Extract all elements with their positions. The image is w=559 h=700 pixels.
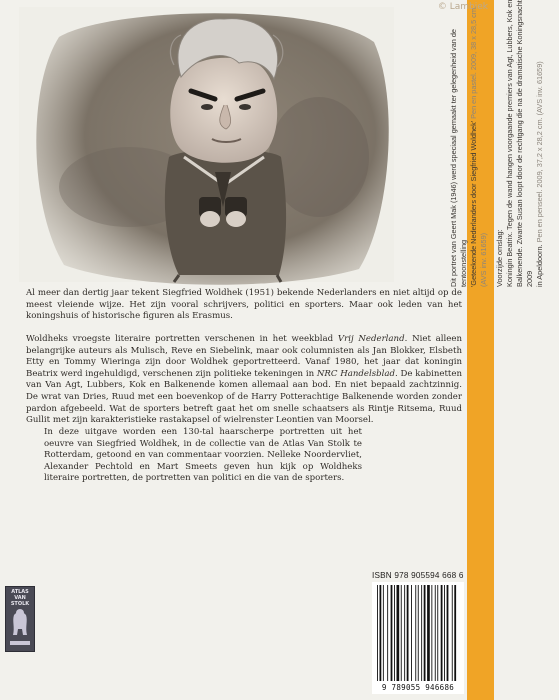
barcode-bar (401, 585, 402, 681)
barcode-bar (391, 585, 393, 681)
barcode-bar (452, 585, 453, 681)
barcode-bars (372, 582, 464, 694)
body-paragraph-edition (44, 427, 362, 485)
caption-queen-2: Balkenende. Zwarte Susan loopt door de rechtgang die na de dramatische Koningsnacht 2009 (515, 0, 534, 287)
barcode-bar (447, 585, 449, 681)
barcode-bar (435, 585, 436, 681)
barcode-bar (444, 585, 445, 681)
edition-text: In deze uitgave worden een 130-tal haarscherpe portretten uit het oeuvre van Siegfried Woldhek, in de collectie van de Atlas Van Stolk te Rotterdam, getoond en van commentaar voorzien. Nelleke Noordervliet, Alexander Pechtold en Mart Smeets geven hun kijk op Woldheks literaire portretten, de portretten van politici en die van de sporters. (44, 427, 362, 484)
logo-line-2: VAN (14, 595, 26, 601)
barcode-bar (404, 585, 405, 681)
logo-wordmark (6, 589, 34, 607)
caption-queen-1: Koningin Beatrix. Tegen de wand hangen voorgaande premiers van Agt, Lubbers, Kok en (505, 0, 514, 287)
barcode-bar (394, 585, 395, 681)
body-paragraph-intro (26, 288, 462, 323)
portraits-text-a: Woldheks vroegste literaire portretten verschenen in het weekblad (26, 334, 338, 344)
caption-queen-3 (535, 0, 545, 287)
barcode-bar (424, 585, 426, 681)
barcode-bar (441, 585, 443, 681)
barcode-bar (411, 585, 412, 681)
magazine-title: Vrij Nederland (337, 334, 405, 344)
barcode (372, 582, 464, 694)
caricature-illustration (19, 7, 394, 282)
barcode-bar (418, 585, 419, 681)
intro-text: Al meer dan dertig jaar tekent Siegfried Woldhek (1951) bekende Nederlanders en niet altijd op de meest vleiende wijze. Het zijn vooral schrijvers, politici en sporters. Maar ook leden van het koningshuis of historische figuren als Erasmus. (26, 288, 462, 322)
barcode-bar (427, 585, 430, 681)
barcode-bar (397, 585, 400, 681)
barcode-bar (407, 585, 409, 681)
barcode-bar (431, 585, 432, 681)
atlas-van-stolk-logo (5, 586, 35, 652)
barcode-bar (377, 585, 378, 681)
caption-mak-2 (469, 0, 489, 287)
portraits-text-c: . De kabinetten van Van Agt, Lubbers, Kok en Balkenende komen allemaal aan bod. En niet bepaald zachtzinnig. De wrat van Dries, Ruud met een boevenkop of de Harry Potterachtige Balkenende worden zonder pardon afgebeeld. Wat de sporters betreft gaat het om snelle schaatsers als Rintje Ritsema, Ruud Gullit met zijn karakteristieke rastakapsel of wielrenster Leontien van Moorsel. (26, 368, 462, 426)
barcode-bar (454, 585, 456, 681)
barcode-bar (421, 585, 422, 681)
barcode-bar (437, 585, 438, 681)
caption-queen-line3: in Apeldoorn. (535, 244, 544, 287)
body-paragraph-portraits (26, 334, 462, 427)
newspaper-title: NRC Handelsblad (316, 368, 396, 379)
barcode-bar (415, 585, 416, 681)
caption-heading: Voorzijde omslag: (495, 229, 504, 287)
isbn-label: ISBN 978 905594 668 6 (372, 571, 464, 580)
barcode-digits: 9 789055 946686 (381, 683, 455, 692)
barcode-bar (387, 585, 388, 681)
caption-mak-line1: Dit portret van Geert Mak (1946) werd speciaal gemaakt ter gelegenheid van de tentoonstelling (449, 29, 468, 287)
caption-queen-meta: Pen en penseel. 2009, 37,2 x 28,2 cm. (AVS inv. 61659) (535, 61, 544, 243)
barcode-bar (383, 585, 384, 681)
watermark: © Lambiek (437, 2, 488, 12)
portraits-text-b: . Niet alleen belangrijke auteurs als Mulisch, Reve en Siebelink, maar ook columnisten als Jan Blokker, Elsbeth Etty en Tommy Wieringa zijn door Woldhek geportretteerd. Vanaf 1980, het jaar dat koningin Beatrix werd ingehuldigd, verschenen zijn politieke tekeningen in (26, 334, 462, 379)
logo-line-1: ATLAS (11, 589, 29, 595)
portraits-text (26, 334, 462, 427)
vertical-caption (449, 0, 559, 287)
caption-mak-meta: Pen en pastel. 2009, 38 x 28,5 cm. (AVS inv. 61659) (469, 6, 488, 287)
caption-mak-line2: 'Geteekende Nederlanders door Siegfried Woldhek' (469, 120, 478, 287)
barcode-bar (380, 585, 382, 681)
logo-line-3: STOLK (10, 601, 30, 607)
caption-mak (449, 0, 469, 287)
